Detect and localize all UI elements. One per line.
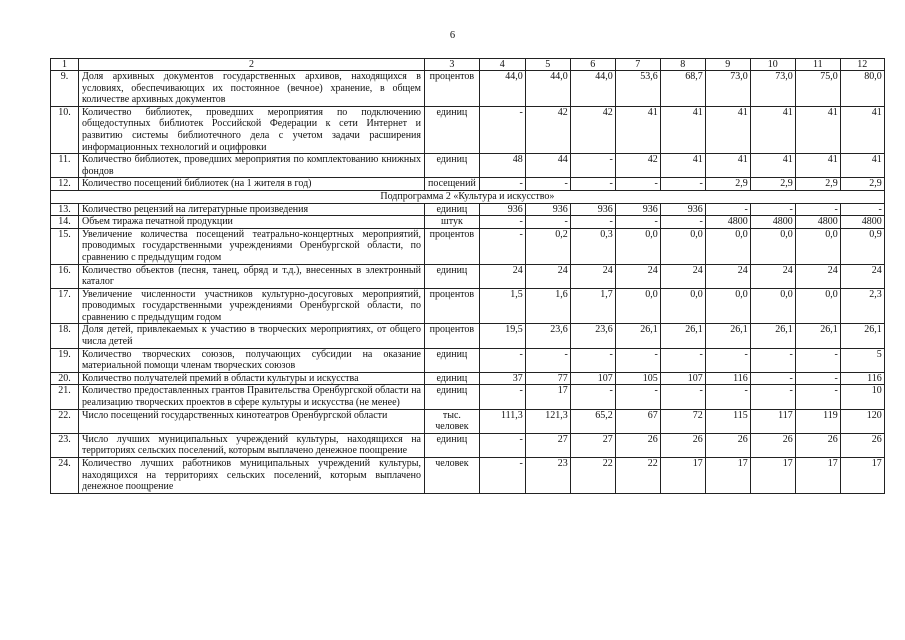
value-cell: 5 bbox=[840, 348, 884, 372]
table-row bbox=[51, 178, 885, 191]
table-row bbox=[51, 385, 885, 409]
value-cell: 116 bbox=[840, 372, 884, 385]
value-cell: 116 bbox=[705, 372, 750, 385]
indicator-name: Увеличение количества посещений театрально-концертных мероприятий, проводимых государственными учреждениями Оренбургской области, по сравнению с предыдущим годом bbox=[79, 228, 425, 264]
value-cell: 41 bbox=[840, 106, 884, 153]
value-cell: - bbox=[840, 203, 884, 216]
value-cell: 119 bbox=[795, 409, 840, 433]
column-number-cell: 4 bbox=[479, 59, 525, 71]
value-cell: - bbox=[660, 348, 705, 372]
column-number-cell: 10 bbox=[750, 59, 795, 71]
value-cell: - bbox=[795, 385, 840, 409]
indicator-name: Число лучших муниципальных учреждений культуры, находящихся на территориях сельских поселений, которым выплачено денежное поощрение bbox=[79, 433, 425, 457]
value-cell: 27 bbox=[570, 433, 615, 457]
row-number: 10. bbox=[51, 106, 79, 153]
unit-cell: единиц bbox=[425, 264, 480, 288]
table-row bbox=[51, 71, 885, 107]
value-cell: 2,9 bbox=[795, 178, 840, 191]
value-cell: - bbox=[705, 348, 750, 372]
row-number: 15. bbox=[51, 228, 79, 264]
value-cell: - bbox=[525, 178, 570, 191]
value-cell: 73,0 bbox=[705, 71, 750, 107]
value-cell: - bbox=[795, 348, 840, 372]
value-cell: 26,1 bbox=[795, 324, 840, 348]
value-cell: - bbox=[795, 372, 840, 385]
value-cell: 65,2 bbox=[570, 409, 615, 433]
value-cell: 0,0 bbox=[705, 228, 750, 264]
value-cell: 41 bbox=[795, 106, 840, 153]
unit-cell: процентов bbox=[425, 288, 480, 324]
value-cell: 48 bbox=[479, 154, 525, 178]
value-cell: 24 bbox=[795, 264, 840, 288]
value-cell: - bbox=[615, 216, 660, 229]
value-cell: 24 bbox=[660, 264, 705, 288]
value-cell: 80,0 bbox=[840, 71, 884, 107]
value-cell: 41 bbox=[705, 106, 750, 153]
value-cell: - bbox=[660, 178, 705, 191]
value-cell: 0,0 bbox=[750, 228, 795, 264]
value-cell: 72 bbox=[660, 409, 705, 433]
column-number-cell: 8 bbox=[660, 59, 705, 71]
value-cell: 0,0 bbox=[795, 288, 840, 324]
value-cell: - bbox=[750, 348, 795, 372]
unit-cell: единиц bbox=[425, 106, 480, 153]
value-cell: 117 bbox=[750, 409, 795, 433]
value-cell: - bbox=[750, 385, 795, 409]
value-cell: - bbox=[479, 458, 525, 494]
value-cell: 41 bbox=[750, 154, 795, 178]
value-cell: 115 bbox=[705, 409, 750, 433]
column-number-row bbox=[51, 59, 885, 71]
column-number-cell: 1 bbox=[51, 59, 79, 71]
table-row bbox=[51, 458, 885, 494]
section-title: Подпрограмма 2 «Культура и искусство» bbox=[51, 190, 885, 203]
value-cell: 121,3 bbox=[525, 409, 570, 433]
value-cell: 26,1 bbox=[660, 324, 705, 348]
row-number: 11. bbox=[51, 154, 79, 178]
value-cell: 42 bbox=[615, 154, 660, 178]
value-cell: 1,6 bbox=[525, 288, 570, 324]
value-cell: 0,3 bbox=[570, 228, 615, 264]
value-cell: 0,0 bbox=[750, 288, 795, 324]
column-number-cell: 2 bbox=[79, 59, 425, 71]
value-cell: - bbox=[570, 178, 615, 191]
value-cell: 936 bbox=[660, 203, 705, 216]
value-cell: 0,0 bbox=[795, 228, 840, 264]
value-cell: 24 bbox=[570, 264, 615, 288]
column-number-cell: 7 bbox=[615, 59, 660, 71]
indicator-name: Количество библиотек, проведших мероприятия по подключению общедоступных библиотек Российской Федерации к сети Интернет и развитию системы библиотечного дела с учетом задачи расширения информационных технологий и оцифровки bbox=[79, 106, 425, 153]
table-row bbox=[51, 228, 885, 264]
value-cell: 44,0 bbox=[479, 71, 525, 107]
row-number: 13. bbox=[51, 203, 79, 216]
table-row bbox=[51, 372, 885, 385]
value-cell: 936 bbox=[525, 203, 570, 216]
value-cell: 24 bbox=[525, 264, 570, 288]
value-cell: 77 bbox=[525, 372, 570, 385]
indicator-name: Число посещений государственных кинотеатров Оренбургской области bbox=[79, 409, 425, 433]
value-cell: 19,5 bbox=[479, 324, 525, 348]
value-cell: - bbox=[525, 216, 570, 229]
value-cell: 17 bbox=[705, 458, 750, 494]
value-cell: - bbox=[479, 385, 525, 409]
value-cell: 41 bbox=[750, 106, 795, 153]
value-cell: 41 bbox=[660, 106, 705, 153]
unit-cell: единиц bbox=[425, 372, 480, 385]
value-cell: - bbox=[615, 348, 660, 372]
value-cell: 23,6 bbox=[525, 324, 570, 348]
unit-cell: посещений bbox=[425, 178, 480, 191]
row-number: 23. bbox=[51, 433, 79, 457]
value-cell: 24 bbox=[705, 264, 750, 288]
value-cell: 936 bbox=[479, 203, 525, 216]
row-number: 14. bbox=[51, 216, 79, 229]
unit-cell: единиц bbox=[425, 203, 480, 216]
value-cell: 75,0 bbox=[795, 71, 840, 107]
table-row bbox=[51, 288, 885, 324]
value-cell: - bbox=[479, 433, 525, 457]
value-cell: 68,7 bbox=[660, 71, 705, 107]
indicator-name: Количество посещений библиотек (на 1 жителя в год) bbox=[79, 178, 425, 191]
value-cell: - bbox=[615, 178, 660, 191]
value-cell: 37 bbox=[479, 372, 525, 385]
value-cell: 26 bbox=[660, 433, 705, 457]
table-row bbox=[51, 216, 885, 229]
value-cell: 107 bbox=[660, 372, 705, 385]
value-cell: 26 bbox=[795, 433, 840, 457]
row-number: 20. bbox=[51, 372, 79, 385]
indicator-name: Объем тиража печатной продукции bbox=[79, 216, 425, 229]
row-number: 18. bbox=[51, 324, 79, 348]
value-cell: - bbox=[570, 154, 615, 178]
value-cell: 26 bbox=[615, 433, 660, 457]
indicator-name: Количество рецензий на литературные произведения bbox=[79, 203, 425, 216]
value-cell: 41 bbox=[615, 106, 660, 153]
value-cell: - bbox=[570, 216, 615, 229]
table-row bbox=[51, 433, 885, 457]
unit-cell: единиц bbox=[425, 348, 480, 372]
value-cell: 107 bbox=[570, 372, 615, 385]
value-cell: - bbox=[660, 385, 705, 409]
value-cell: - bbox=[705, 203, 750, 216]
indicator-name: Количество библиотек, проведших мероприятия по комплектованию книжных фондов bbox=[79, 154, 425, 178]
value-cell: 0,2 bbox=[525, 228, 570, 264]
value-cell: - bbox=[750, 203, 795, 216]
row-number: 9. bbox=[51, 71, 79, 107]
indicator-name: Доля архивных документов государственных архивов, находящихся в условиях, обеспечивающих их постоянное (вечное) хранение, в общем количестве архивных документов bbox=[79, 71, 425, 107]
value-cell: - bbox=[525, 348, 570, 372]
table-row bbox=[51, 203, 885, 216]
value-cell: 24 bbox=[750, 264, 795, 288]
unit-cell: штук bbox=[425, 216, 480, 229]
value-cell: - bbox=[479, 228, 525, 264]
value-cell: 111,3 bbox=[479, 409, 525, 433]
value-cell: 17 bbox=[525, 385, 570, 409]
unit-cell: единиц bbox=[425, 154, 480, 178]
value-cell: - bbox=[660, 216, 705, 229]
value-cell: 26 bbox=[840, 433, 884, 457]
value-cell: 26,1 bbox=[840, 324, 884, 348]
value-cell: 22 bbox=[615, 458, 660, 494]
value-cell: 2,3 bbox=[840, 288, 884, 324]
value-cell: - bbox=[795, 203, 840, 216]
value-cell: 2,9 bbox=[750, 178, 795, 191]
value-cell: - bbox=[750, 372, 795, 385]
value-cell: 27 bbox=[525, 433, 570, 457]
value-cell: 0,9 bbox=[840, 228, 884, 264]
value-cell: 1,7 bbox=[570, 288, 615, 324]
value-cell: 936 bbox=[570, 203, 615, 216]
indicator-name: Количество лучших работников муниципальных учреждений культуры, находящихся на территориях сельских поселений, которым выплачено денежное поощрение bbox=[79, 458, 425, 494]
column-number-cell: 9 bbox=[705, 59, 750, 71]
indicators-table bbox=[50, 58, 885, 494]
value-cell: 53,6 bbox=[615, 71, 660, 107]
value-cell: 24 bbox=[479, 264, 525, 288]
unit-cell: процентов bbox=[425, 324, 480, 348]
value-cell: 0,0 bbox=[615, 288, 660, 324]
value-cell: 23,6 bbox=[570, 324, 615, 348]
value-cell: 26 bbox=[750, 433, 795, 457]
value-cell: 4800 bbox=[750, 216, 795, 229]
value-cell: 67 bbox=[615, 409, 660, 433]
indicator-name: Увеличение численности участников культурно-досуговых мероприятий, проводимых государственными учреждениями Оренбургской области, по сравнению с предыдущим годом bbox=[79, 288, 425, 324]
column-number-cell: 5 bbox=[525, 59, 570, 71]
value-cell: 44 bbox=[525, 154, 570, 178]
value-cell: 1,5 bbox=[479, 288, 525, 324]
value-cell: 42 bbox=[570, 106, 615, 153]
value-cell: 17 bbox=[840, 458, 884, 494]
column-number-cell: 12 bbox=[840, 59, 884, 71]
page-number: 6 bbox=[449, 30, 456, 41]
column-number-cell: 6 bbox=[570, 59, 615, 71]
value-cell: - bbox=[479, 106, 525, 153]
value-cell: 24 bbox=[615, 264, 660, 288]
value-cell: 41 bbox=[660, 154, 705, 178]
section-row bbox=[51, 190, 885, 203]
value-cell: 23 bbox=[525, 458, 570, 494]
unit-cell: тыс. человек bbox=[425, 409, 480, 433]
value-cell: 22 bbox=[570, 458, 615, 494]
table-row bbox=[51, 106, 885, 153]
value-cell: 26,1 bbox=[750, 324, 795, 348]
value-cell: 44,0 bbox=[570, 71, 615, 107]
table-row bbox=[51, 409, 885, 433]
value-cell: 2,9 bbox=[705, 178, 750, 191]
table-row bbox=[51, 264, 885, 288]
row-number: 24. bbox=[51, 458, 79, 494]
value-cell: 17 bbox=[750, 458, 795, 494]
indicator-name: Количество предоставленных грантов Правительства Оренбургской области на реализацию творческих проектов в сфере культуры и искусства (не менее) bbox=[79, 385, 425, 409]
value-cell: 17 bbox=[795, 458, 840, 494]
value-cell: - bbox=[479, 178, 525, 191]
value-cell: 0,0 bbox=[660, 288, 705, 324]
unit-cell: процентов bbox=[425, 228, 480, 264]
value-cell: - bbox=[479, 348, 525, 372]
value-cell: 73,0 bbox=[750, 71, 795, 107]
row-number: 22. bbox=[51, 409, 79, 433]
value-cell: 42 bbox=[525, 106, 570, 153]
value-cell: 17 bbox=[660, 458, 705, 494]
row-number: 12. bbox=[51, 178, 79, 191]
value-cell: 4800 bbox=[705, 216, 750, 229]
value-cell: 26 bbox=[705, 433, 750, 457]
unit-cell: единиц bbox=[425, 433, 480, 457]
row-number: 16. bbox=[51, 264, 79, 288]
column-number-cell: 11 bbox=[795, 59, 840, 71]
column-number-cell: 3 bbox=[425, 59, 480, 71]
value-cell: 0,0 bbox=[660, 228, 705, 264]
value-cell: 26,1 bbox=[615, 324, 660, 348]
value-cell: - bbox=[479, 216, 525, 229]
row-number: 17. bbox=[51, 288, 79, 324]
row-number: 21. bbox=[51, 385, 79, 409]
value-cell: 41 bbox=[705, 154, 750, 178]
indicator-name: Количество творческих союзов, получающих субсидии на оказание материальной помощи членам творческих союзов bbox=[79, 348, 425, 372]
value-cell: 41 bbox=[840, 154, 884, 178]
row-number: 19. bbox=[51, 348, 79, 372]
table-row bbox=[51, 324, 885, 348]
unit-cell: процентов bbox=[425, 71, 480, 107]
table-row bbox=[51, 154, 885, 178]
value-cell: 24 bbox=[840, 264, 884, 288]
value-cell: 936 bbox=[615, 203, 660, 216]
unit-cell: человек bbox=[425, 458, 480, 494]
value-cell: 10 bbox=[840, 385, 884, 409]
value-cell: - bbox=[705, 385, 750, 409]
indicator-name: Количество объектов (песня, танец, обряд и т.д.), внесенных в электронный каталог bbox=[79, 264, 425, 288]
unit-cell: единиц bbox=[425, 385, 480, 409]
value-cell: - bbox=[570, 348, 615, 372]
value-cell: 44,0 bbox=[525, 71, 570, 107]
table-row bbox=[51, 348, 885, 372]
value-cell: 26,1 bbox=[705, 324, 750, 348]
indicator-name: Количество получателей премий в области культуры и искусства bbox=[79, 372, 425, 385]
value-cell: 105 bbox=[615, 372, 660, 385]
value-cell: 2,9 bbox=[840, 178, 884, 191]
value-cell: 41 bbox=[795, 154, 840, 178]
value-cell: 4800 bbox=[795, 216, 840, 229]
value-cell: - bbox=[570, 385, 615, 409]
value-cell: - bbox=[615, 385, 660, 409]
value-cell: 120 bbox=[840, 409, 884, 433]
value-cell: 0,0 bbox=[705, 288, 750, 324]
value-cell: 4800 bbox=[840, 216, 884, 229]
value-cell: 0,0 bbox=[615, 228, 660, 264]
indicator-name: Доля детей, привлекаемых к участию в творческих мероприятиях, от общего числа детей bbox=[79, 324, 425, 348]
